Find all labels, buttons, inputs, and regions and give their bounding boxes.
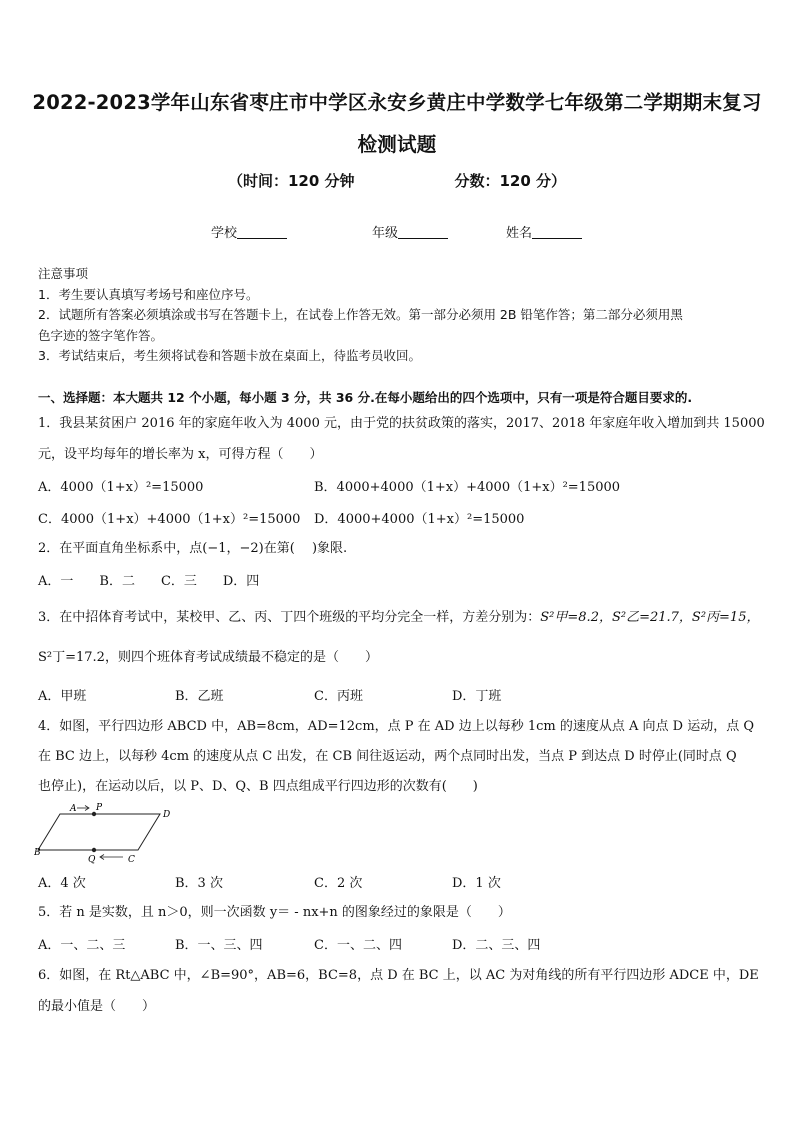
label-q: Q [88,855,96,865]
q3-stem-cont: S²丁=17.2，则四个班体育考试成绩最不稳定的是（ ） [38,650,378,665]
q5-option-d: D．二、三、四 [452,938,541,953]
q1-option-c: C．4000（1+x）+4000（1+x）²=15000 [38,512,301,527]
school-field[interactable] [211,222,287,241]
q3-variances: S²甲=8.2，S²乙=21.7，S²丙=15， [540,610,760,625]
note-item: 3．考试结束后，考生须将试卷和答题卡放在桌面上，待监考员收回。 [38,348,421,363]
q2-options: A．一 B．二 C．三 D．四 [38,574,260,589]
q3-stem [38,608,760,628]
q1-stem: 1．我县某贫困户 2016 年的家庭年收入为 4000 元，由于党的扶贫政策的落实，2017、2018 年家庭年收入增加到共 15000 [38,416,765,431]
grade-field[interactable] [372,222,448,241]
grade-label: 年级 [372,226,399,241]
school-blank[interactable] [237,225,287,239]
q3-option-a: A．甲班 [38,689,87,704]
q1-option-d: D．4000+4000（1+x）²=15000 [314,512,525,527]
exam-meta [0,170,794,191]
notes-section [38,264,758,367]
q1-option-b: B．4000+4000（1+x）+4000（1+x）²=15000 [314,480,621,495]
notes-heading: 注意事项 [38,266,89,281]
label-d: D [163,810,171,820]
q5-option-c: C．一、二、四 [314,938,402,953]
label-c: C [128,855,135,865]
section-heading: 一、选择题：本大题共 12 个小题，每小题 3 分，共 36 分.在每小题给出的四个选项中，只有一项是符合题目要求的. [38,390,693,405]
q4-option-a: A．4 次 [38,876,86,891]
grade-blank[interactable] [398,225,448,239]
q4-stem-cont2: 也停止)，在运动以后，以 P、D、Q、B 四点组成平行四边形的次数有( ) [38,779,478,794]
note-item: 色字迹的签字笔作答。 [38,327,164,343]
label-a: A [70,804,77,814]
q5-stem: 5．若 n 是实数，且 n＞0，则一次函数 y＝ - nx+n 的图象经过的象限是（ ） [38,905,511,920]
q3-option-b: B．乙班 [175,689,224,704]
label-p: P [96,803,103,813]
score-label: 分数：120 分） [454,172,567,190]
name-field[interactable] [506,222,582,241]
q3-stem-text: 3．在中招体育考试中，某校甲、乙、丙、丁四个班级的平均分完全一样，方差分别为： [38,610,541,625]
point-q [92,848,96,852]
q5-option-a: A．一、二、三 [38,938,126,953]
school-label: 学校 [211,226,238,241]
q2-stem: 2．在平面直角坐标系中，点(−1，−2)在第( )象限. [38,541,348,556]
time-label: （时间：120 分钟 [227,172,355,190]
q5-option-b: B．一、三、四 [175,938,263,953]
q4-stem: 4．如图，平行四边形 ABCD 中，AB=8cm，AD=12cm，点 P 在 AD 边上以每秒 1cm 的速度从点 A 向点 D 运动，点 Q [38,719,755,734]
q4-option-b: B．3 次 [175,876,223,891]
q4-option-c: C．2 次 [314,876,363,891]
note-item: 2．试题所有答案必须填涂或书写在答题卡上，在试卷上作答无效。第一部分必须用 2B 铅笔作答；第二部分必须用黑 [38,307,683,322]
label-b: B [34,848,41,858]
q6-stem-cont: 的最小值是（ ） [38,999,156,1014]
q3-option-c: C．丙班 [314,689,363,704]
parallelogram-abcd [38,814,160,850]
q4-stem-cont: 在 BC 边上，以每秒 4cm 的速度从点 C 出发，在 CB 间往返运动，两个点同时出发，当点 P 到达点 D 时停止(同时点 Q [38,749,737,764]
page-title: 2022-2023学年山东省枣庄市中学区永安乡黄庄中学数学七年级第二学期期末复习检测试题 [32,91,762,156]
q3-option-d: D．丁班 [452,689,502,704]
name-blank[interactable] [532,225,582,239]
note-item: 1．考生要认真填写考场号和座位序号。 [38,286,259,302]
q6-stem: 6．如图，在 Rt△ABC 中，∠B=90°，AB=6，BC=8，点 D 在 BC 上，以 AC 为对角线的所有平行四边形 ADCE 中，DE [38,968,759,983]
parallelogram-figure [34,802,184,866]
q1-option-a: A．4000（1+x）²=15000 [38,480,204,495]
q1-stem-cont: 元，设平均每年的增长率为 x，可得方程（ ） [38,447,323,462]
name-label: 姓名 [506,226,533,241]
q4-option-d: D．1 次 [452,876,501,891]
